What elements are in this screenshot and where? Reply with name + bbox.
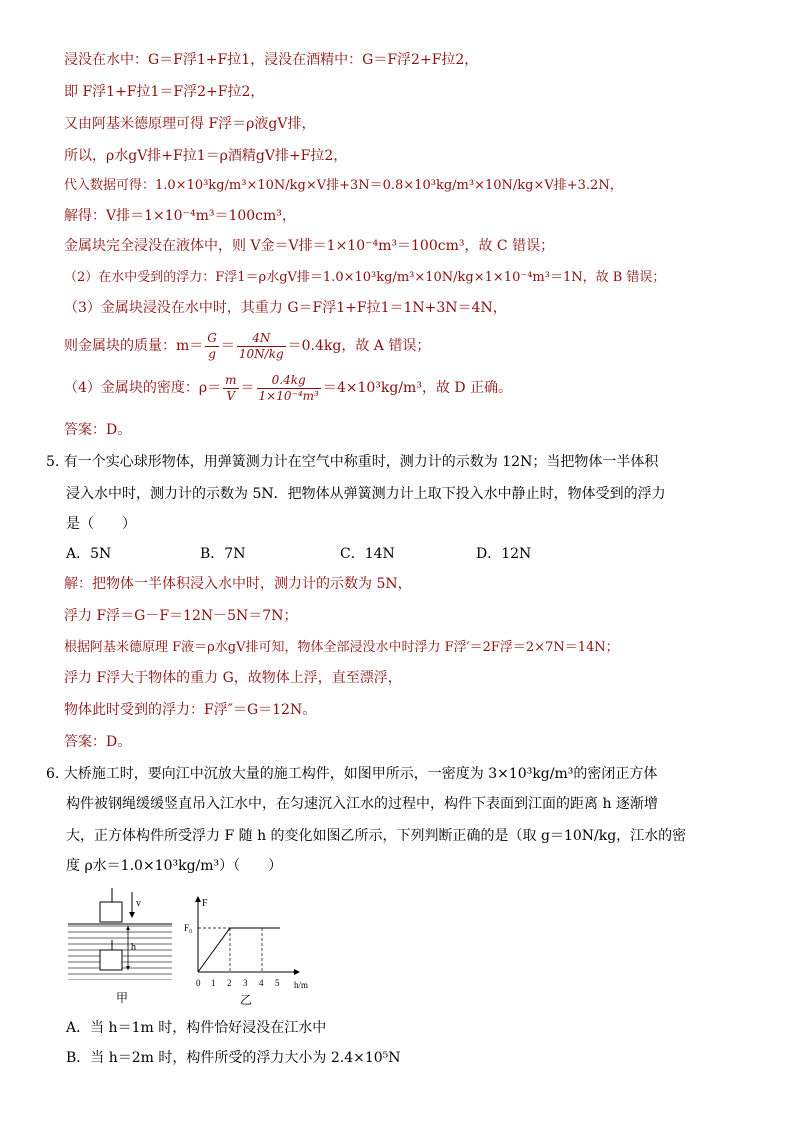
solution-line: 又由阿基米德原理可得 F浮＝ρ液gV排， (64, 116, 316, 132)
question-6-text: 度 ρ水＝1.0×10³kg/m³）（ ） (66, 858, 283, 874)
formula-text: （4）金属块的密度：ρ＝ (64, 380, 222, 396)
option-c: C．14N (340, 546, 395, 562)
solution-line: 即 F浮1+F拉1＝F浮2+F拉2， (64, 84, 265, 100)
solution-line: 所以，ρ水gV排+F拉1＝ρ酒精gV排+F拉2， (64, 148, 348, 164)
figure-caption: 甲 (116, 991, 129, 1005)
tick-label: 1 (211, 978, 216, 988)
formula-text: ＝0.4kg，故 A 错误； (287, 338, 431, 354)
solution-line: 解：把物体一半体积浸入水中时，测力计的示数为 5N， (64, 576, 412, 592)
question-6-text: 构件被钢绳缓缓竖直吊入江水中，在匀速沉入江水的过程中，构件下表面到江面的距离 h 逐渐增 (66, 796, 658, 812)
question-6-text: 大，正方体构件所受浮力 F 随 h 的变化如图乙所示，下列判断正确的是（取 g＝10N/kg，江水的密 (66, 828, 687, 844)
fraction-denominator: g (208, 346, 216, 361)
fraction-numerator: m (225, 372, 237, 387)
fraction-denominator: 1×10⁻⁴m³ (258, 388, 319, 403)
tick-label: 3 (243, 978, 248, 988)
figure-yi (182, 896, 322, 1008)
tick-label: 2 (227, 978, 232, 988)
cube-bottom (100, 950, 122, 970)
option-d: D．12N (476, 546, 532, 562)
answer-line: 答案：D。 (64, 734, 132, 750)
option-b: B．7N (200, 546, 246, 562)
solution-line: （2）在水中受到的浮力：F浮1＝ρ水gV排＝1.0×10³kg/m³×10N/kg×1×10⁻⁴m³＝1N，故 B 错误； (64, 270, 666, 285)
density-formula-line (64, 370, 512, 406)
h-label: h (131, 942, 136, 953)
fraction-denominator: V (226, 388, 236, 403)
fraction-mass-over-volume (257, 373, 321, 404)
f0-label: F₀ (184, 923, 193, 933)
fraction-numerator: 0.4kg (257, 373, 321, 389)
x-axis-label: h/m (294, 980, 309, 990)
equals-sign: ＝ (220, 338, 235, 354)
tick-label: 5 (275, 978, 280, 988)
cube-top (100, 902, 122, 922)
solution-line: 浮力 F浮＝G－F＝12N－5N＝7N； (64, 608, 298, 624)
solution-line: 解得：V排＝1×10⁻⁴m³＝100cm³， (64, 208, 296, 224)
option-a: A．5N (66, 546, 112, 562)
answer-line: 答案：D。 (64, 422, 132, 438)
solution-line: 代入数据可得：1.0×10³kg/m³×10N/kg×V排+3N＝0.8×10³kg/m³×10N/kg×V排+3.2N， (64, 178, 623, 193)
question-6-text: 6. 大桥施工时，要向江中沉放大量的施工构件，如图甲所示，一密度为 3×10³kg/m³的密闭正方体 (46, 766, 658, 782)
option-b: B．当 h＝2m 时，构件所受的浮力大小为 2.4×10⁵N (66, 1050, 401, 1066)
option-a: A．当 h＝1m 时，构件恰好浸没在江水中 (66, 1020, 327, 1036)
solution-line: 浮力 F浮大于物体的重力 G，故物体上浮，直至漂浮， (64, 670, 402, 686)
figure-caption: 乙 (240, 993, 253, 1007)
force-curve (198, 928, 280, 972)
question-5-text: 浸入水中时，测力计的示数为 5N．把物体从弹簧测力计上取下投入水中静止时，物体受到的浮力 (66, 486, 666, 502)
x-axis-arrow (294, 969, 300, 975)
y-axis-label: F (202, 898, 208, 909)
solution-line: 浸没在水中：G＝F浮1+F拉1，浸没在酒精中：G＝F浮2+F拉2， (64, 52, 479, 68)
v-label: v (136, 898, 141, 909)
question-5-text: 5. 有一个实心球形物体，用弹簧测力计在空气中称重时，测力计的示数为 12N；当把物体一半体积 (46, 454, 659, 470)
tick-label: 4 (259, 978, 264, 988)
mass-formula-line (64, 328, 430, 364)
tick-label: 0 (196, 978, 201, 988)
y-axis-arrow (195, 896, 201, 902)
equals-sign: ＝ (240, 380, 255, 396)
solution-line: （3）金属块浸没在水中时，其重力 G＝F浮1+F拉1＝1N+3N＝4N， (64, 300, 507, 316)
formula-text: 则金属块的质量：m＝ (64, 338, 204, 354)
formula-text: ＝4×10³kg/m³，故 D 正确。 (322, 380, 513, 396)
solution-line: 根据阿基米德原理 F液＝ρ水gV排可知，物体全部浸没水中时浮力 F浮′＝2F浮＝2×7N＝14N； (64, 640, 619, 655)
fraction-m-over-v (223, 373, 238, 404)
figure-jia (66, 888, 176, 1008)
fraction-numerator: 4N (237, 331, 286, 347)
fraction-denominator: 10N/kg (238, 346, 284, 361)
solution-line: 物体此时受到的浮力：F浮″＝G＝12N。 (64, 702, 317, 718)
fraction-numerator: G (207, 330, 217, 345)
fraction-g-over-g (205, 331, 219, 362)
arrow-head (129, 912, 135, 918)
question-5-text: 是（ ） (66, 516, 136, 532)
fraction-4n-over-10nkg (237, 331, 286, 362)
solution-line: 金属块完全浸没在液体中，则 V金＝V排＝1×10⁻⁴m³＝100cm³，故 C 错误； (64, 238, 555, 254)
